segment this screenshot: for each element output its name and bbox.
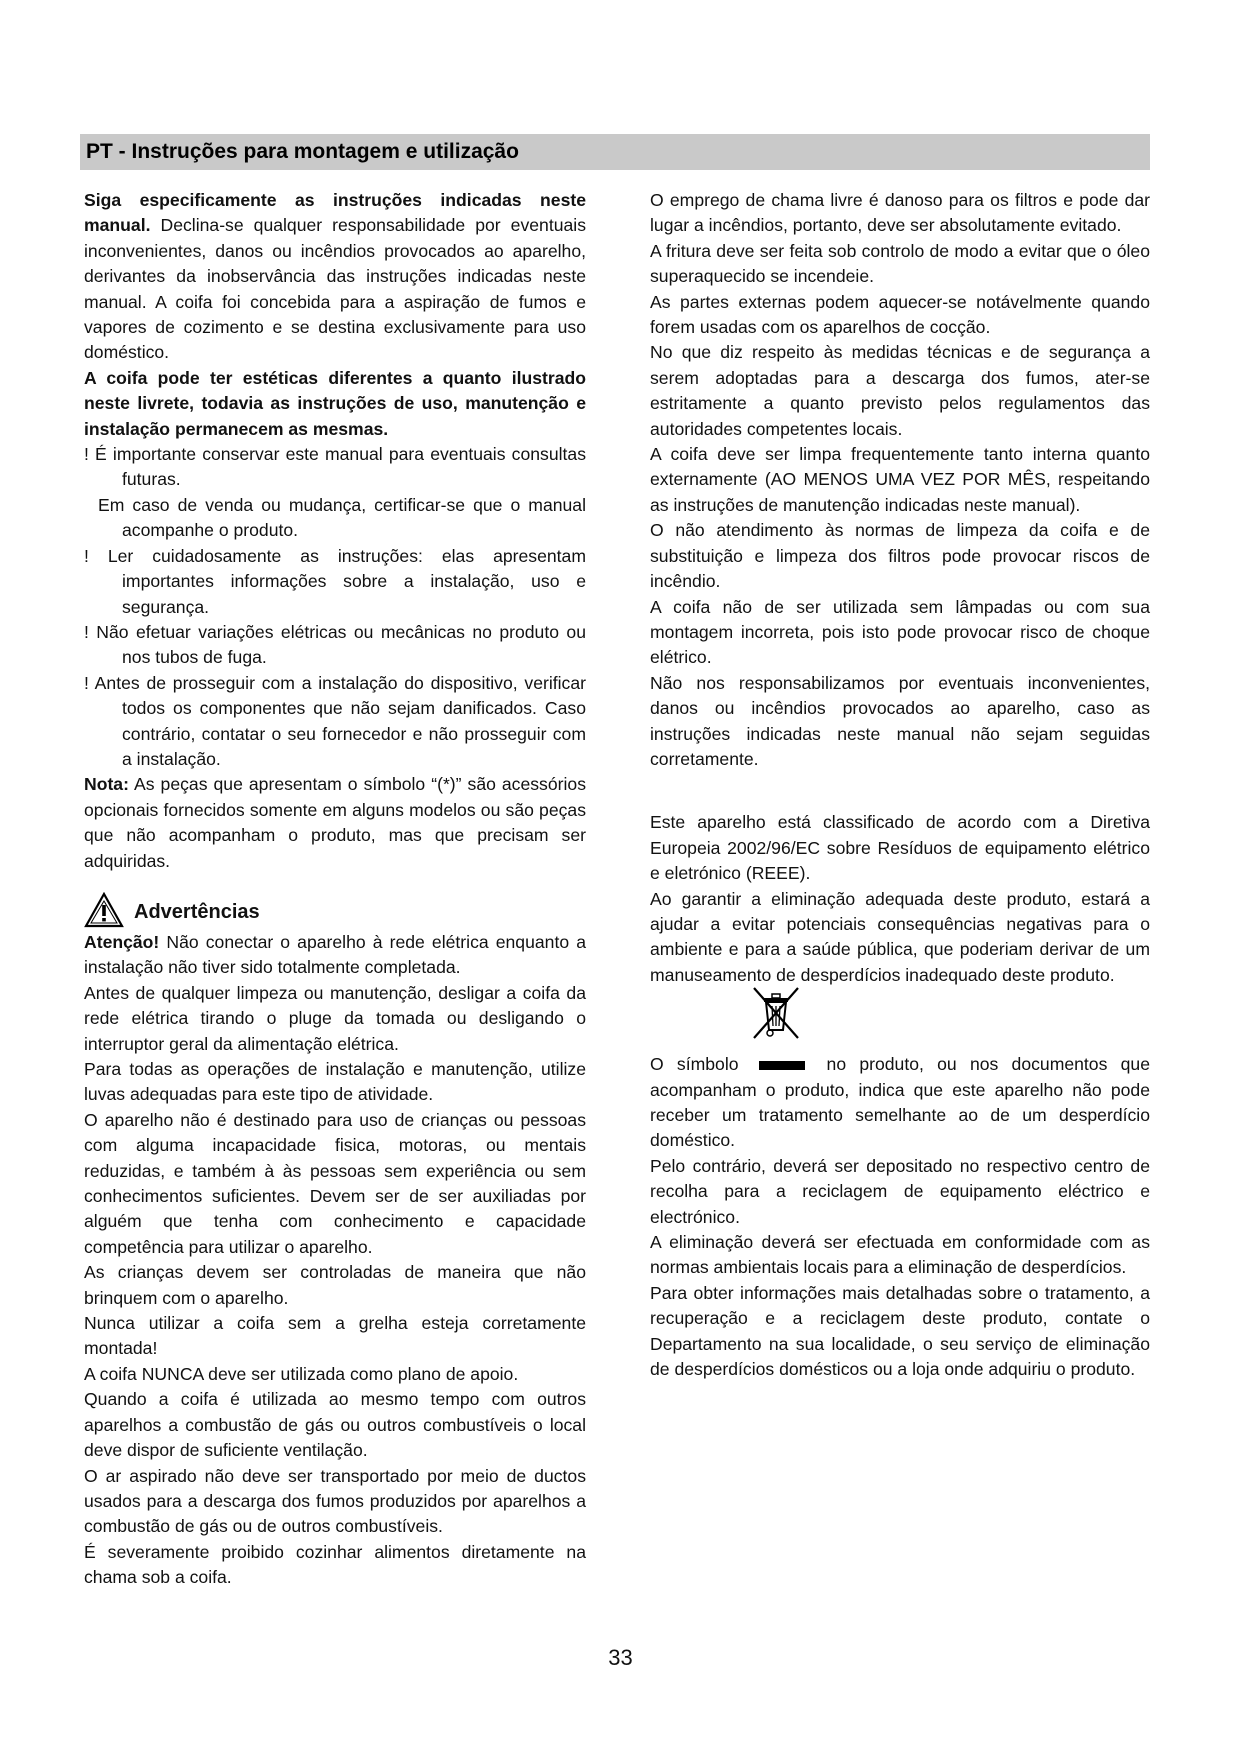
page-number: 33 [608, 1645, 633, 1670]
right-column [650, 188, 1150, 1382]
warnings-heading [84, 892, 586, 928]
nota-paragraph [84, 772, 586, 874]
bullet-read-carefully: ! Ler cuidadosamente as instruções: elas apresentam importantes informações sobre a instalação, uso e segurança. [84, 545, 586, 617]
bullet-check-components: ! Antes de prosseguir com a instalação do dispositivo, verificar todos os componentes que não sejam danificados. Caso contrário, contatar o seu fornecedor e não prosseguir com a instalação. [84, 672, 586, 769]
weee-information: Para obter informações mais detalhadas sobre o tratamento, a recuperação e a reciclagem deste produto, contate o Departamento na sua localidade, o seu serviço de eliminação de desperdícios domésticos ou a loja onde adquiriu o produto. [650, 1282, 1150, 1380]
right-lamps: A coifa não de ser utilizada sem lâmpadas ou com sua montagem incorreta, pois isto pode provocar risco de choque elétrico. [650, 596, 1150, 668]
warning-ducts: O ar aspirado não deve ser transportado por meio de ductos usados para a descarga dos fumos produzidos por aparelhos a combustão de gás ou de outros combustíveis. [84, 1465, 586, 1537]
warnings-title: Advertências [134, 901, 260, 924]
bullet-keep-manual: ! É importante conservar este manual para eventuais consultas futuras. [84, 444, 586, 490]
attention-label: Atenção! [84, 931, 160, 952]
page-title: PT - Instruções para montagem e utilização [86, 140, 519, 163]
warning-attention [84, 930, 586, 981]
nota-label: Nota: [84, 774, 129, 795]
crossed-bin-icon [748, 984, 804, 1042]
right-cleaning: A coifa deve ser limpa frequentemente tanto interna quanto externamente (AO MENOS UMA VEZ POR MÊS, respeitando as instruções de manutenção indicadas neste manual). [650, 444, 1150, 515]
aesthetics-note: A coifa pode ter estéticas diferentes a quanto ilustrado neste livrete, todavia as instruções de uso, manutenção e instalação permanecem as mesmas. [84, 367, 586, 439]
right-liability: Não nos responsabilizamos por eventuais inconvenientes, danos ou incêndios provocados ao aparelho, caso as instruções indicadas neste manual não sejam seguidas corretamente. [650, 672, 1150, 769]
right-regulations: No que diz respeito às medidas técnicas e de segurança a serem adoptadas para a descarga dos fumos, ater-se estritamente a quanto previsto pelos regulamentos das autoridades competentes locais. [650, 342, 1150, 439]
intro-bold: Siga especificamente as instruções indicadas neste manual. [84, 190, 586, 236]
weee-regulations: A eliminação deverá ser efectuada em conformidade com as normas ambientais locais para a eliminação de desperdícios. [650, 1232, 1150, 1278]
warning-grille: Nunca utilizar a coifa sem a grelha esteja corretamente montada! [84, 1313, 586, 1359]
left-column [84, 188, 586, 1591]
weee-directive: Este aparelho está classificado de acordo com a Diretiva Europeia 2002/96/EC sobre Resíduos de equipamento elétrico e eletrónico (REEE). [650, 812, 1150, 884]
bullet-sale: Em caso de venda ou mudança, certificar-se que o manual acompanhe o produto. [98, 494, 586, 541]
intro-paragraph [84, 188, 586, 366]
warning-gloves: Para todas as operações de instalação e manutenção, utilize luvas adequadas para este tipo de atividade. [84, 1059, 586, 1105]
intro-text: Declina-se qualquer responsabilidade por eventuais inconvenientes, danos ou incêndios provocados ao aparelho, derivantes da inobservância das instruções indicadas neste manual. A coifa foi concebida para a aspiração de fumos e vapores de cozimento e se destina exclusivamente para uso doméstico. [84, 215, 586, 363]
section-header [80, 134, 1150, 170]
right-frying: A fritura deve ser feita sob controlo de modo a evitar que o óleo superaquecido se incendeie. [650, 240, 1150, 287]
warning-support: A coifa NUNCA deve ser utilizada como plano de apoio. [84, 1363, 519, 1384]
symbol-text-a: O símbolo [650, 1054, 739, 1075]
symbol-paragraph [650, 1052, 1150, 1154]
warning-triangle-icon [84, 892, 124, 928]
warning-flame-cooking: É severamente proibido cozinhar alimentos diretamente na chama sob a coifa. [84, 1541, 586, 1588]
warning-children-persons: O aparelho não é destinado para uso de crianças ou pessoas com alguma incapacidade fisica, motoras, ou mentais reduzidas, e também à às pessoas sem experiência ou sem conhecimentos suficientes. Devem ser de ser auxiliadas por alguém que tenha com conhecimento e capacidade competência para utilizar o aparelho. [84, 1109, 586, 1257]
nota-text: As peças que apresentam o símbolo “(*)” são acessórios opcionais fornecidos somente em alguns modelos ou são peças que não acompanham o produto, mas que precisam ser adquiridas. [84, 774, 586, 871]
warning-unplug: Antes de qualquer limpeza ou manutenção, desligar a coifa da rede elétrica tirando o pluge da tomada ou desligando o interruptor geral da alimentação elétrica. [84, 982, 586, 1054]
right-fire-risk: O não atendimento às normas de limpeza da coifa e de substituição e limpeza dos filtros pode provocar riscos de incêndio. [650, 520, 1150, 592]
attention-text: Não conectar o aparelho à rede elétrica enquanto a instalação não tiver sido totalmente completada. [84, 931, 586, 978]
weee-collection: Pelo contrário, deverá ser depositado no respectivo centro de recolha para a reciclagem de equipamento eléctrico e electrónico. [650, 1155, 1150, 1227]
warning-ventilation: Quando a coifa é utilizada ao mesmo tempo com outros aparelhos a combustão de gás ou outros combustíveis o local deve dispor de suficiente ventilação. [84, 1389, 586, 1461]
symbol-text-b: no produto, ou nos documentos que acompanham o produto, indica que este aparelho não pode receber um tratamento semelhante ao de um desperdício doméstico. [650, 1054, 1150, 1151]
weee-disposal: Ao garantir a eliminação adequada deste produto, estará a ajudar a evitar potenciais consequências negativas para o ambiente e para a saúde pública, que poderiam derivar de um manuseamento de desperdícios inadequado deste produto. [650, 888, 1150, 985]
bullet-no-modifications: ! Não efetuar variações elétricas ou mecânicas no produto ou nos tubos de fuga. [84, 621, 586, 668]
warning-children-play: As crianças devem ser controladas de maneira que não brinquem com o aparelho. [84, 1262, 586, 1308]
right-flame: O emprego de chama livre é danoso para os filtros e pode dar lugar a incêndios, portanto, deve ser absolutamente evitado. [650, 190, 1150, 236]
symbol-bar-icon [759, 1061, 805, 1070]
right-hot-parts: As partes externas podem aquecer-se notávelmente quando forem usadas com os aparelhos de cocção. [650, 291, 1150, 338]
